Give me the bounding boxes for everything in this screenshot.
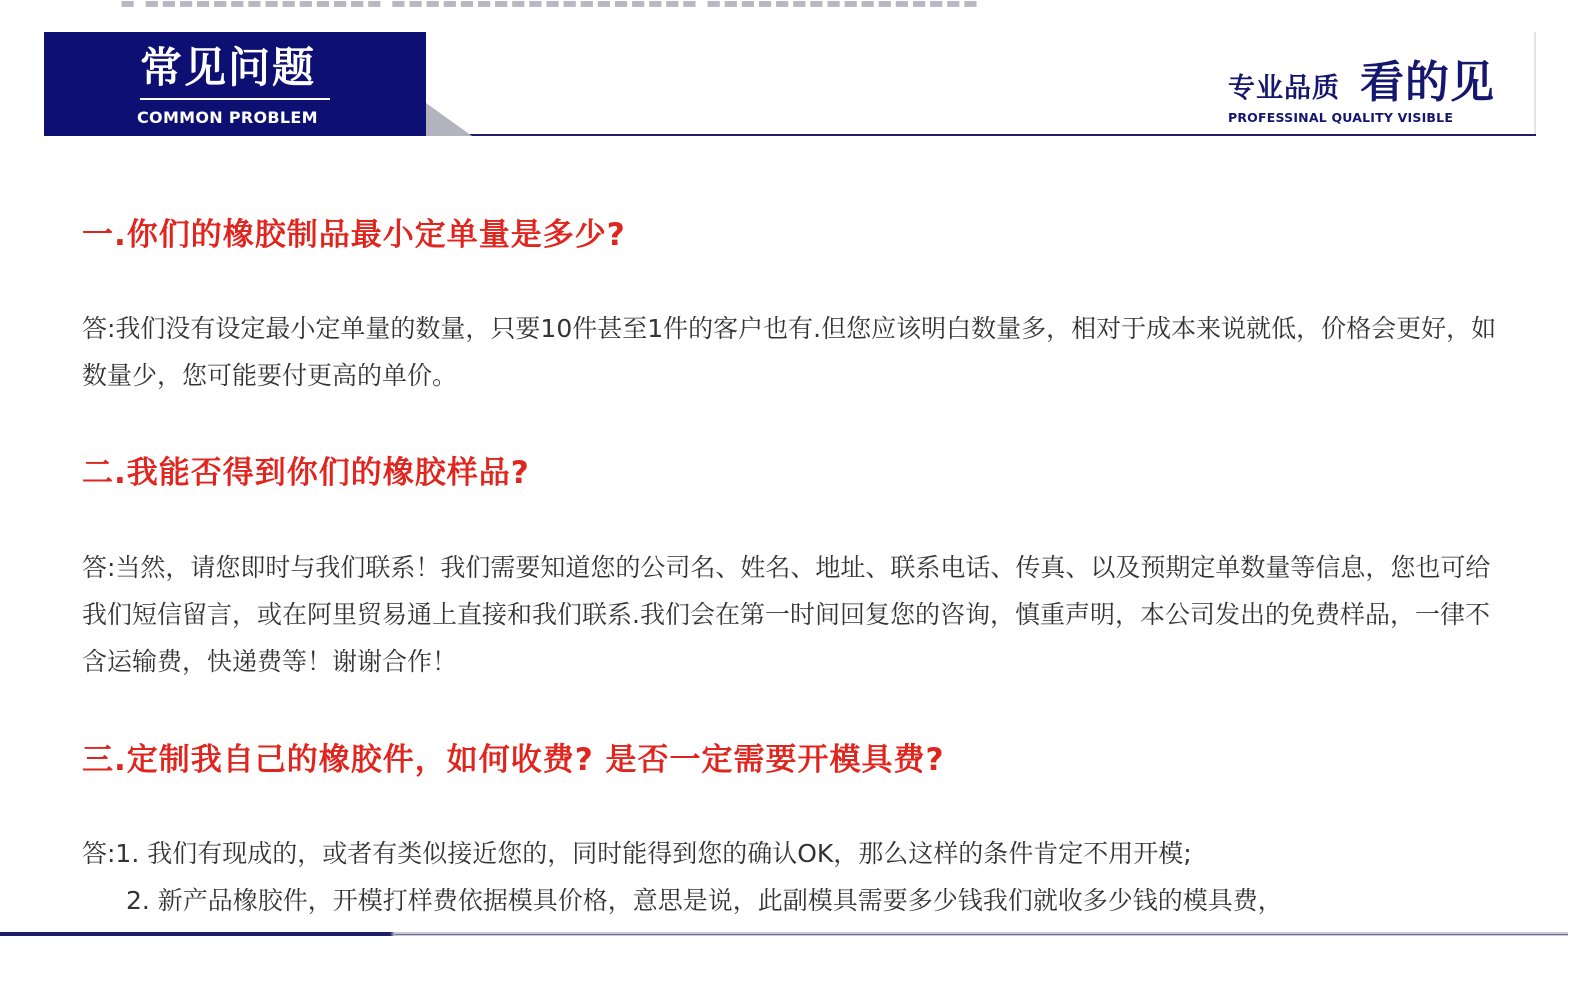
section-title: 常见问题 [140, 43, 317, 92]
footer-divider-thin [395, 934, 1568, 935]
brand-slogan-small: 专业品质 [1228, 73, 1340, 104]
faq-question-3: 三.定制我自己的橡胶件，如何收费? 是否一定需要开模具费? [82, 742, 945, 778]
section-subtitle: COMMON PROBLEM [137, 108, 318, 127]
faq-question-1: 一.你们的橡胶制品最小定单量是多少? [82, 217, 626, 253]
brand-slogan-english: PROFESSINAL QUALITY VISIBLE [1228, 110, 1454, 125]
faq-question-2: 二.我能否得到你们的橡胶样品? [82, 455, 530, 491]
faq-answer-1: 答:我们没有设定最小定单量的数量，只要10件甚至1件的客户也有.但您应该明白数量多，相对于成本来说就低，价格会更好，如数量少，您可能要付更高的单价。 [82, 314, 1497, 390]
faq-answer-3 [82, 830, 1502, 924]
faq-answer-2: 答:当然，请您即时与我们联系！我们需要知道您的公司名、姓名、地址、联系电话、传真、以及预期定单数量等信息，您也可给我们短信留言，或在阿里贸易通上直接和我们联系.我们会在第一时间回复您的咨询，慎重声明，本公司发出的免费样品，一律不含运输费，快递费等！谢谢合作！ [82, 553, 1491, 676]
banner-shadow-shape [426, 103, 472, 136]
faq-answer-3-line-2: 2. 新产品橡胶件，开模打样费依据模具价格，意思是说，此副模具需要多少钱我们就收多少钱的模具费， [126, 886, 1283, 915]
cropped-text-fragment: ▬ ▬▬▬▬▬▬▬▬▬▬▬▬▬▬ ▬▬▬▬▬▬▬▬▬▬▬▬▬▬▬▬▬▬ ▬▬▬▬▬▬▬▬▬▬▬▬▬▬▬▬ [120, 0, 980, 12]
title-underline [140, 98, 330, 100]
header-edge [1534, 32, 1536, 136]
faq-answer-3-line-1: 答:1. 我们有现成的，或者有类似接近您的，同时能得到您的确认OK，那么这样的条件肯定不用开模; [82, 839, 1192, 868]
brand-slogan-large: 看的见 [1360, 57, 1495, 108]
